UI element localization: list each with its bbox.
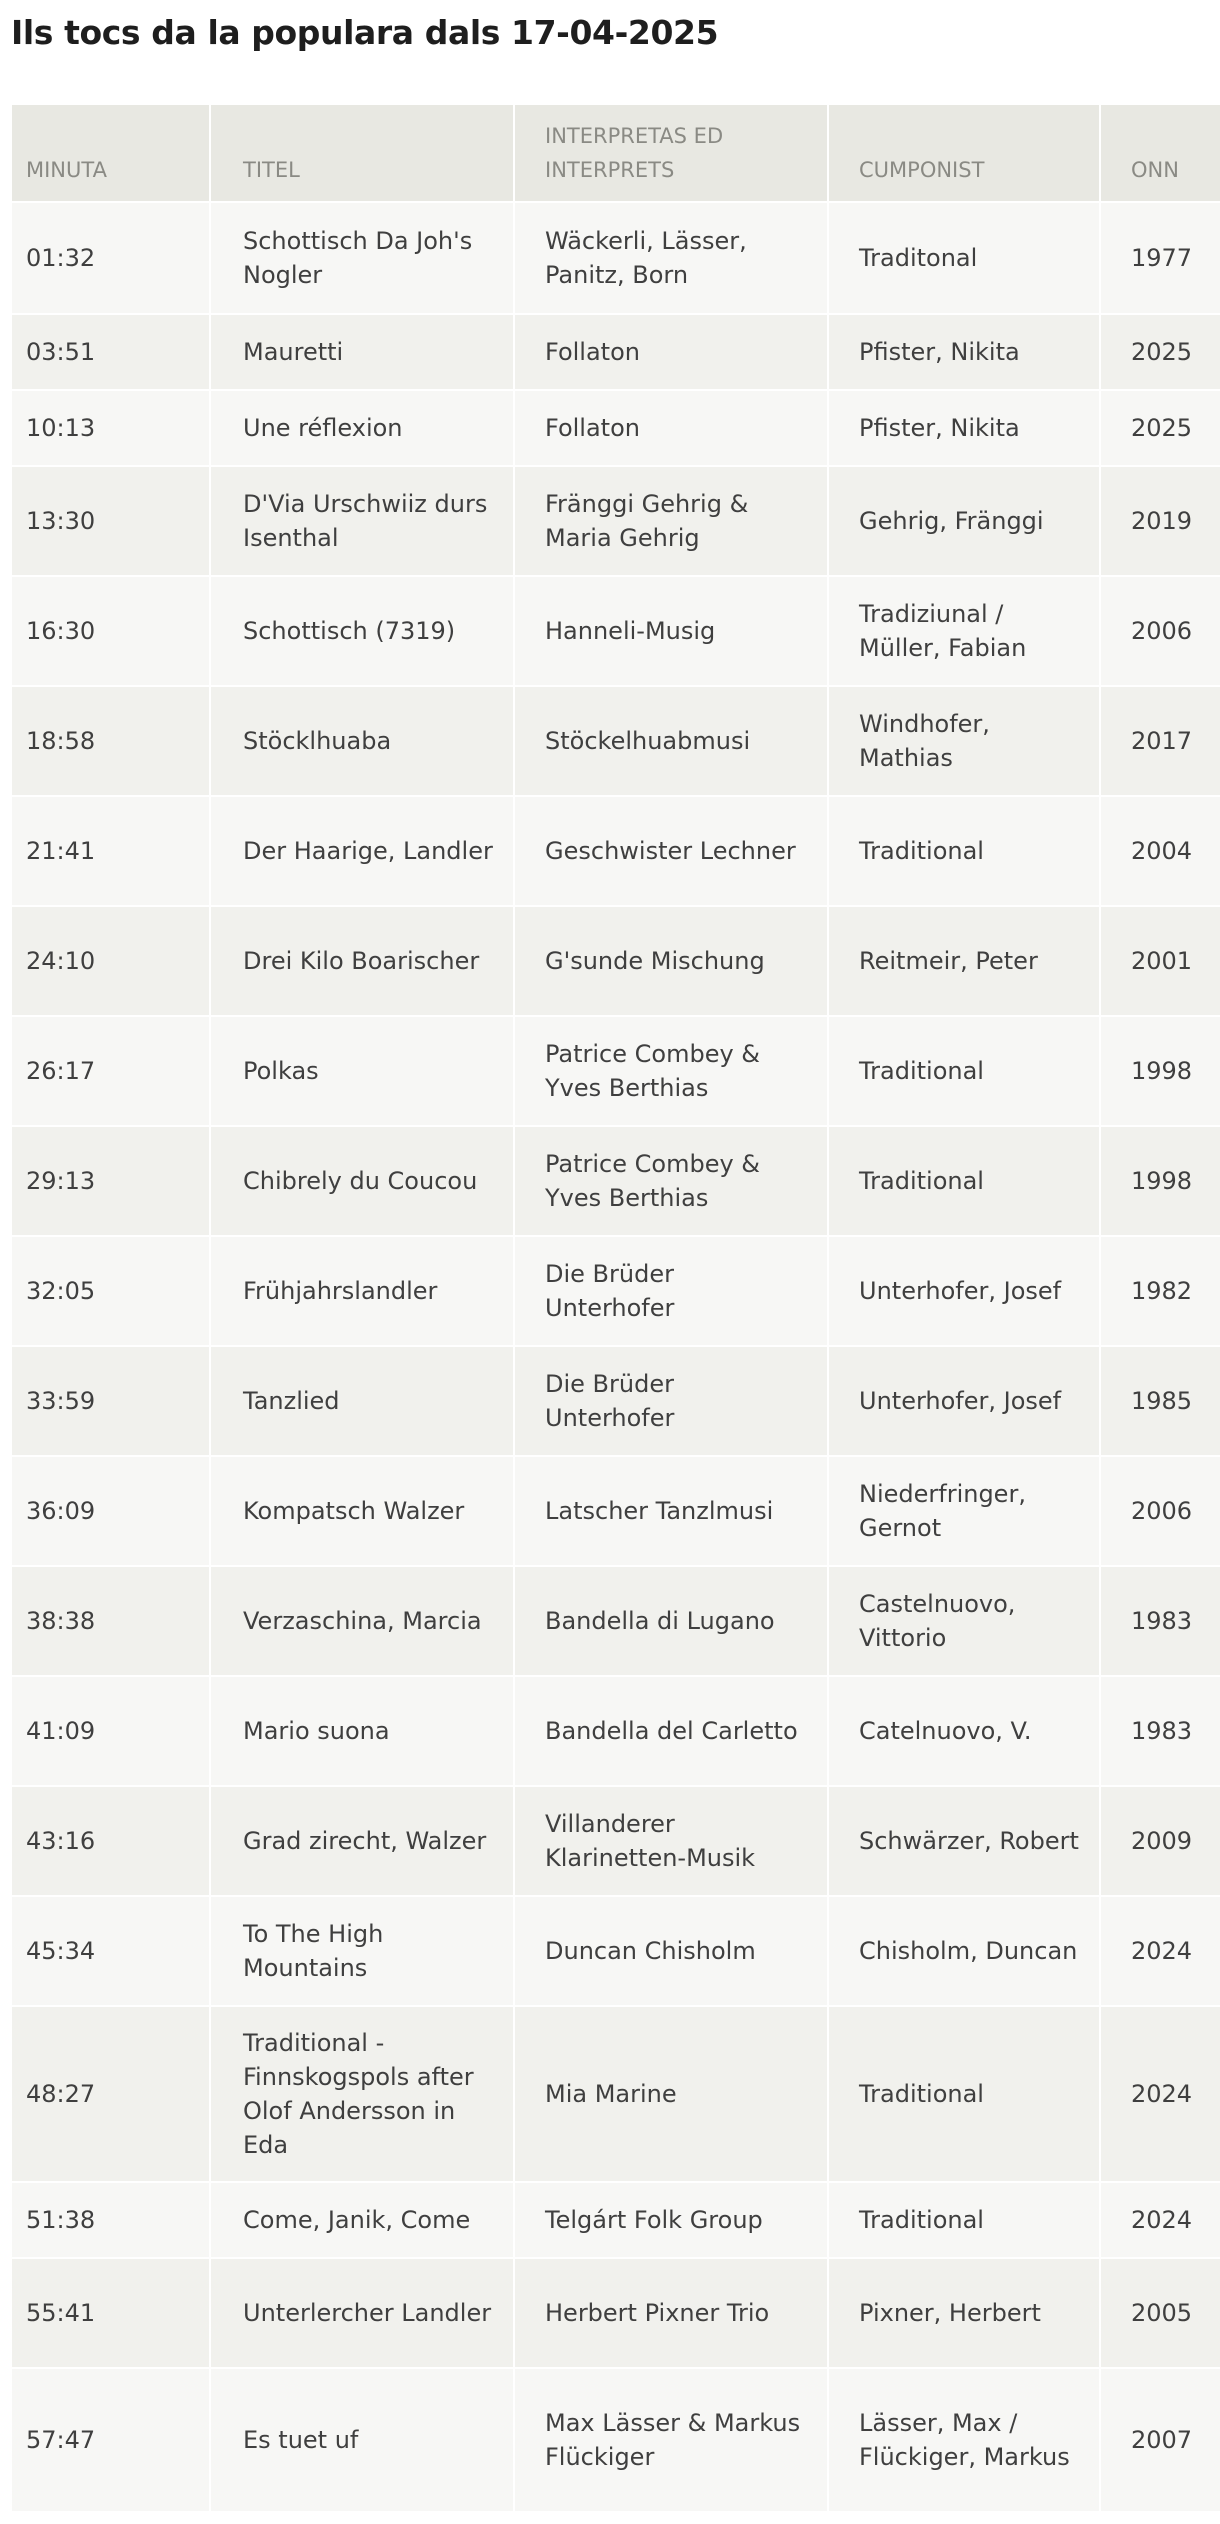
cell-title: Come, Janik, Come	[211, 2183, 513, 2257]
cell-minute: 13:30	[12, 467, 209, 575]
cell-year: 2025	[1101, 315, 1220, 389]
cell-year: 2025	[1101, 391, 1220, 465]
table-row	[12, 1457, 1220, 1565]
cell-year: 1998	[1101, 1017, 1220, 1125]
page-title: Ils tocs da la populara dals 17-04-2025	[11, 13, 719, 52]
cell-composer: Pfister, Nikita	[829, 391, 1099, 465]
cell-minute: 18:58	[12, 687, 209, 795]
cell-title: Der Haarige, Landler	[211, 797, 513, 905]
cell-year: 1977	[1101, 203, 1220, 313]
cell-composer: Reitmeir, Peter	[829, 907, 1099, 1015]
table-row	[12, 577, 1220, 685]
cell-composer: Tradiziunal / Müller, Fabian	[829, 577, 1099, 685]
cell-title: Tanzlied	[211, 1347, 513, 1455]
cell-minute: 43:16	[12, 1787, 209, 1895]
cell-composer: Traditional	[829, 2183, 1099, 2257]
cell-performers: Patrice Combey & Yves Berthias	[515, 1017, 827, 1125]
cell-performers: Follaton	[515, 391, 827, 465]
cell-title: Chibrely du Coucou	[211, 1127, 513, 1235]
table-row	[12, 1127, 1220, 1235]
table-row	[12, 907, 1220, 1015]
table-row	[12, 1787, 1220, 1895]
cell-composer: Pixner, Herbert	[829, 2259, 1099, 2367]
cell-title: D'Via Urschwiiz durs Isenthal	[211, 467, 513, 575]
cell-performers: Mia Marine	[515, 2007, 827, 2181]
cell-minute: 32:05	[12, 1237, 209, 1345]
cell-title: Stöcklhuaba	[211, 687, 513, 795]
cell-performers: Die Brüder Unterhofer	[515, 1237, 827, 1345]
table-body	[12, 203, 1220, 2511]
cell-composer: Unterhofer, Josef	[829, 1347, 1099, 1455]
cell-title: Grad zirecht, Walzer	[211, 1787, 513, 1895]
cell-performers: G'sunde Mischung	[515, 907, 827, 1015]
cell-performers: Die Brüder Unterhofer	[515, 1347, 827, 1455]
cell-title: Verzaschina, Marcia	[211, 1567, 513, 1675]
cell-title: Drei Kilo Boarischer	[211, 907, 513, 1015]
cell-year: 2005	[1101, 2259, 1220, 2367]
table-row	[12, 315, 1220, 389]
table-row	[12, 1237, 1220, 1345]
cell-composer: Chisholm, Duncan	[829, 1897, 1099, 2005]
cell-title: Mario suona	[211, 1677, 513, 1785]
table-row	[12, 1567, 1220, 1675]
cell-title: Polkas	[211, 1017, 513, 1125]
table-row	[12, 1897, 1220, 2005]
column-header-year: ONN	[1101, 105, 1220, 201]
cell-minute: 55:41	[12, 2259, 209, 2367]
cell-composer: Niederfringer, Gernot	[829, 1457, 1099, 1565]
cell-composer: Castelnuovo, Vittorio	[829, 1567, 1099, 1675]
cell-composer: Traditional	[829, 797, 1099, 905]
cell-title: To The High Mountains	[211, 1897, 513, 2005]
cell-year: 2006	[1101, 577, 1220, 685]
table-row	[12, 2183, 1220, 2257]
cell-performers: Duncan Chisholm	[515, 1897, 827, 2005]
cell-title: Schottisch Da Joh's Nogler	[211, 203, 513, 313]
cell-composer: Traditional	[829, 1127, 1099, 1235]
table-row	[12, 687, 1220, 795]
cell-composer: Gehrig, Fränggi	[829, 467, 1099, 575]
cell-composer: Catelnuovo, V.	[829, 1677, 1099, 1785]
cell-title: Frühjahrslandler	[211, 1237, 513, 1345]
cell-minute: 01:32	[12, 203, 209, 313]
cell-performers: Fränggi Gehrig & Maria Gehrig	[515, 467, 827, 575]
cell-year: 2007	[1101, 2369, 1220, 2511]
cell-year: 2024	[1101, 1897, 1220, 2005]
cell-year: 2001	[1101, 907, 1220, 1015]
cell-minute: 51:38	[12, 2183, 209, 2257]
cell-composer: Traditonal	[829, 203, 1099, 313]
cell-title: Mauretti	[211, 315, 513, 389]
cell-year: 2006	[1101, 1457, 1220, 1565]
cell-year: 1998	[1101, 1127, 1220, 1235]
cell-title: Es tuet uf	[211, 2369, 513, 2511]
playlist-table	[10, 103, 1220, 2513]
table-row	[12, 2259, 1220, 2367]
cell-composer: Windhofer, Mathias	[829, 687, 1099, 795]
cell-performers: Hanneli-Musig	[515, 577, 827, 685]
cell-performers: Follaton	[515, 315, 827, 389]
table-row	[12, 203, 1220, 313]
cell-performers: Herbert Pixner Trio	[515, 2259, 827, 2367]
table-row	[12, 2369, 1220, 2511]
cell-performers: Wäckerli, Lässer, Panitz, Born	[515, 203, 827, 313]
cell-performers: Latscher Tanzlmusi	[515, 1457, 827, 1565]
cell-minute: 41:09	[12, 1677, 209, 1785]
cell-title: Traditional - Finnskogspols after Olof Andersson in Eda	[211, 2007, 513, 2181]
cell-title: Unterlercher Landler	[211, 2259, 513, 2367]
cell-minute: 03:51	[12, 315, 209, 389]
table-row	[12, 1347, 1220, 1455]
cell-composer: Schwärzer, Robert	[829, 1787, 1099, 1895]
cell-composer: Pfister, Nikita	[829, 315, 1099, 389]
cell-minute: 16:30	[12, 577, 209, 685]
cell-year: 2024	[1101, 2007, 1220, 2181]
table-row	[12, 797, 1220, 905]
cell-year: 1983	[1101, 1677, 1220, 1785]
cell-year: 2024	[1101, 2183, 1220, 2257]
cell-minute: 57:47	[12, 2369, 209, 2511]
table-row	[12, 2007, 1220, 2181]
cell-title: Une réflexion	[211, 391, 513, 465]
table-row	[12, 1677, 1220, 1785]
cell-title: Schottisch (7319)	[211, 577, 513, 685]
table-header-row	[12, 105, 1220, 201]
cell-performers: Telgárt Folk Group	[515, 2183, 827, 2257]
cell-minute: 45:34	[12, 1897, 209, 2005]
cell-minute: 29:13	[12, 1127, 209, 1235]
cell-composer: Traditional	[829, 1017, 1099, 1125]
cell-minute: 38:38	[12, 1567, 209, 1675]
table-row	[12, 391, 1220, 465]
column-header-performers: INTERPRETAS ED INTERPRETS	[515, 105, 827, 201]
cell-performers: Villanderer Klarinetten-Musik	[515, 1787, 827, 1895]
cell-performers: Max Lässer & Markus Flückiger	[515, 2369, 827, 2511]
cell-performers: Stöckelhuabmusi	[515, 687, 827, 795]
table-row	[12, 1017, 1220, 1125]
column-header-composer: CUMPONIST	[829, 105, 1099, 201]
cell-year: 1982	[1101, 1237, 1220, 1345]
cell-year: 1985	[1101, 1347, 1220, 1455]
cell-year: 1983	[1101, 1567, 1220, 1675]
cell-year: 2004	[1101, 797, 1220, 905]
cell-minute: 21:41	[12, 797, 209, 905]
cell-year: 2019	[1101, 467, 1220, 575]
cell-performers: Bandella del Carletto	[515, 1677, 827, 1785]
cell-performers: Patrice Combey & Yves Berthias	[515, 1127, 827, 1235]
cell-year: 2017	[1101, 687, 1220, 795]
table-row	[12, 467, 1220, 575]
column-header-title: TITEL	[211, 105, 513, 201]
cell-minute: 26:17	[12, 1017, 209, 1125]
cell-minute: 48:27	[12, 2007, 209, 2181]
cell-composer: Lässer, Max / Flückiger, Markus	[829, 2369, 1099, 2511]
cell-minute: 33:59	[12, 1347, 209, 1455]
cell-title: Kompatsch Walzer	[211, 1457, 513, 1565]
cell-year: 2009	[1101, 1787, 1220, 1895]
cell-performers: Geschwister Lechner	[515, 797, 827, 905]
cell-composer: Unterhofer, Josef	[829, 1237, 1099, 1345]
cell-minute: 36:09	[12, 1457, 209, 1565]
cell-minute: 24:10	[12, 907, 209, 1015]
cell-minute: 10:13	[12, 391, 209, 465]
cell-composer: Traditional	[829, 2007, 1099, 2181]
cell-performers: Bandella di Lugano	[515, 1567, 827, 1675]
column-header-minute: MINUTA	[12, 105, 209, 201]
